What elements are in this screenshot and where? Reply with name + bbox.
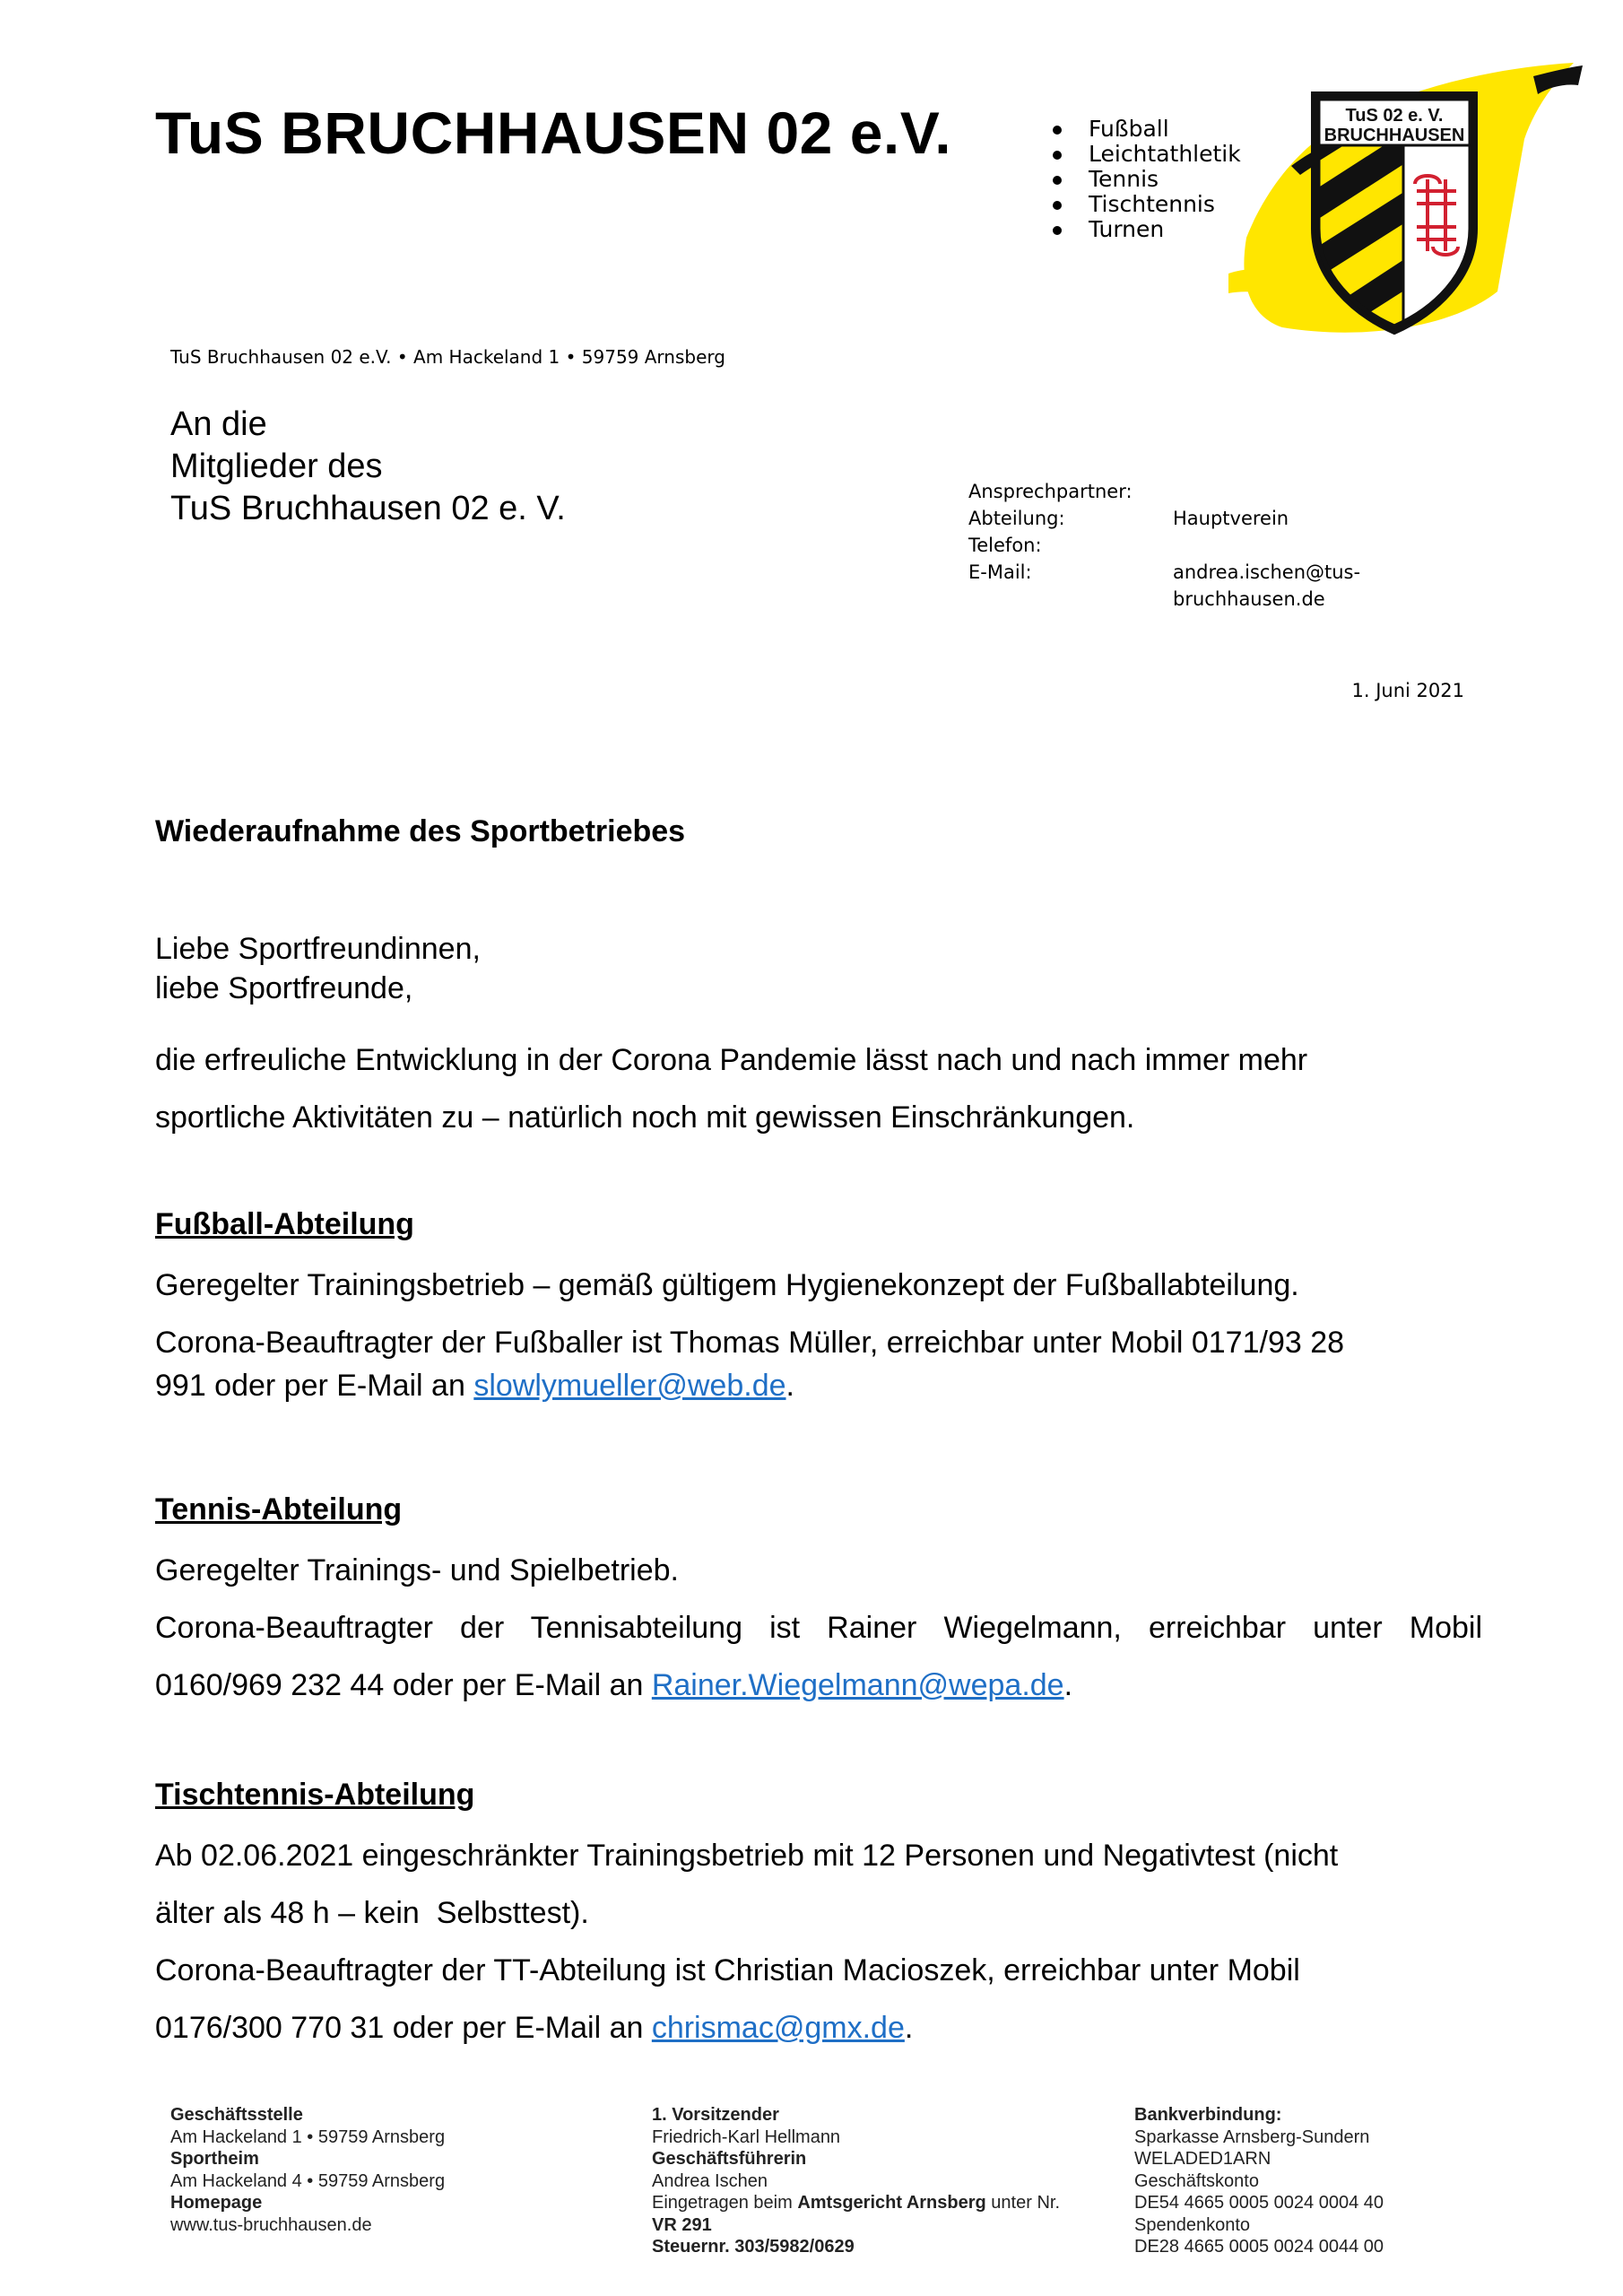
department-item: Tennis [1049,167,1241,192]
recipient-line: An die [170,405,267,443]
letter-subject: Wiederaufnahme des Sportbetriebes [155,814,686,848]
contact-label: Ansprechpartner: [968,481,1133,502]
greeting-line: Liebe Sportfreundinnen, [155,932,481,966]
contact-label: Abteilung: [968,508,1065,529]
greeting [155,929,481,1008]
organization-title: TuS BRUCHHAUSEN 02 e.V. [155,100,952,166]
logo-text: BRUCHHAUSEN [1324,126,1465,145]
letter-date: 1. Juni 2021 [1351,680,1464,701]
email-link-fussball[interactable]: slowlymueller@web.de [473,1369,786,1403]
footer-column-board: 1. Vorsitzender Friedrich-Karl Hellmann Geschäftsführerin Andrea Ischen Eingetragen beim Amtsgericht Arnsberg unter Nr. VR 291 Steuernr. 303/5982/0629 [652,2105,1061,2257]
email-link-tennis[interactable]: Rainer.Wiegelmann@wepa.de [651,1668,1064,1702]
contact-value [1173,478,1379,505]
contact-label: Telefon: [968,535,1042,556]
department-item: Fußball [1049,117,1241,142]
sender-address-line: TuS Bruchhausen 02 e.V. • Am Hackeland 1 • 59759 Arnsberg [170,346,725,368]
logo-text: TuS 02 e. V. [1345,106,1444,126]
contact-block [968,478,1379,613]
section-fussball-body: Geregelter Trainingsbetrieb – gemäß gültigem Hygienekonzept der Fußballabteilung. Corona-Beauftragter der Fußballer ist Thomas Müller, erreichbar unter Mobil 0171/93 28 991 oder per E-Mail an slowlymueller@web.de. [155,1268,1345,1403]
email-link-tischtennis[interactable]: chrismac@gmx.de [651,2011,905,2045]
club-logo [1228,58,1583,345]
contact-row [968,532,1379,559]
section-tischtennis-body: Ab 02.06.2021 eingeschränkter Trainingsbetrieb mit 12 Personen und Negativtest (nicht älter als 48 h – kein Selbsttest). Corona-Beauftragter der TT-Abteilung ist Christian Macioszek, erreichbar unter Mobil 0176/300 770 31 oder per E-Mail an chrismac@gmx.de. [155,1839,1339,2045]
department-list [1049,117,1241,242]
homepage-link[interactable]: www.tus-bruchhausen.de [170,2214,372,2235]
section-heading-fussball: Fußball-Abteilung [155,1207,414,1241]
section-heading-tischtennis: Tischtennis-Abteilung [155,1778,475,1812]
contact-row [968,478,1379,505]
recipient-block [170,404,566,530]
contact-value: Hauptverein [1173,508,1289,529]
footer-column-bank: Bankverbindung: Sparkasse Arnsberg-Sundern WELADED1ARN Geschäftskonto DE54 4665 0005 0024 0004 40 Spendenkonto DE28 4665 0005 0024 0044 00 [1134,2105,1384,2257]
department-item: Tischtennis [1049,192,1241,217]
recipient-line: TuS Bruchhausen 02 e. V. [170,490,566,527]
recipient-line: Mitglieder des [170,448,383,485]
department-item: Turnen [1049,217,1241,242]
department-item: Leichtathletik [1049,142,1241,167]
contact-email: andrea.ischen@tus- bruchhausen.de [1173,561,1361,610]
contact-value [1173,532,1379,559]
section-tennis-body: Geregelter Trainings- und Spielbetrieb. Corona-Beauftragter der Tennisabteilung ist Rainer Wiegelmann, erreichbar unter Mobil 0160/969 232 44 oder per E-Mail an Rainer.Wiegelmann@wepa.de. [155,1553,1482,1702]
section-heading-tennis: Tennis-Abteilung [155,1492,403,1526]
contact-row [968,559,1379,613]
contact-row [968,505,1379,532]
contact-label: E-Mail: [968,561,1032,583]
footer-column-office: Geschäftsstelle Am Hackeland 1 • 59759 Arnsberg Sportheim Am Hackeland 4 • 59759 Arnsberg Homepage www.tus-bruchhausen.de [170,2105,446,2235]
greeting-line: liebe Sportfreunde, [155,971,413,1005]
intro-paragraph: die erfreuliche Entwicklung in der Corona Pandemie lässt nach und nach immer mehr sportliche Aktivitäten zu – natürlich noch mit gewissen Einschränkungen. [155,1043,1308,1135]
